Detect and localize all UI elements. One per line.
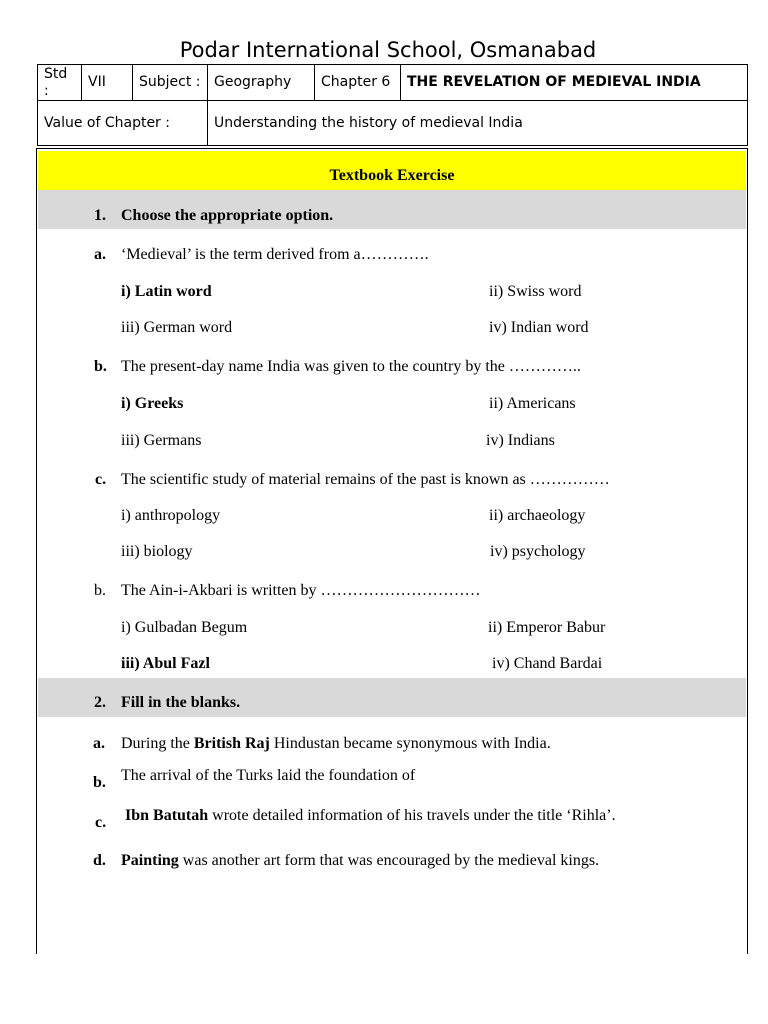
value-of-chapter-label: Value of Chapter : (38, 101, 208, 146)
question-b-text: The present-day name India was given to the country by the ………….. (121, 358, 581, 375)
section1-number: 1. (94, 207, 106, 224)
question-a-option-3: iii) German word (121, 319, 233, 336)
question-d-option-4: iv) Chand Bardai (492, 655, 603, 672)
blank-d-answer: Painting (121, 852, 179, 869)
question-a-text: ‘Medieval’ is the term derived from a…………. (121, 246, 429, 263)
value-of-chapter-text: Understanding the history of medieval India (208, 101, 748, 146)
std-label: Std : (38, 65, 82, 101)
blank-b-letter: b. (93, 774, 106, 791)
question-b-option-2: ii) Americans (489, 395, 576, 412)
chapter-label: Chapter 6 (315, 65, 401, 101)
blank-b-sentence (121, 766, 415, 786)
question-a-option-4: iv) Indian word (489, 319, 589, 336)
blank-a-answer: British Raj (193, 735, 270, 752)
question-b-letter: b. (94, 358, 107, 375)
blank-d-post: was another art form that was encouraged by the medieval kings. (178, 852, 600, 869)
question-c-option-1: i) anthropology (121, 507, 221, 524)
blank-a-sentence (121, 734, 551, 754)
blank-c-letter: c. (95, 814, 107, 831)
blank-d-letter: d. (93, 852, 106, 869)
question-d-text: The Ain-i-Akbari is written by ………………………… (121, 582, 481, 599)
question-b-option-4: iv) Indians (486, 432, 555, 449)
section1-title: Choose the appropriate option. (121, 207, 334, 224)
blank-a-letter: a. (93, 735, 105, 752)
chapter-header-table (37, 64, 748, 146)
exercise-title: Textbook Exercise (329, 167, 455, 184)
blank-c-sentence (125, 806, 616, 826)
question-c-letter: c. (95, 471, 107, 488)
blank-a-pre: During the (121, 735, 194, 752)
subject-value: Geography (208, 65, 315, 101)
question-a-option-2: ii) Swiss word (489, 283, 582, 300)
blank-c-post: wrote detailed information of his travels under the title ‘Rihla’. (208, 807, 616, 824)
question-c-option-4: iv) psychology (490, 543, 586, 560)
question-b-option-3: iii) Germans (121, 432, 202, 449)
blank-d-sentence (121, 851, 599, 871)
std-value: VII (82, 65, 133, 101)
subject-label: Subject : (133, 65, 208, 101)
blank-a-post: Hindustan became synonymous with India. (269, 735, 551, 752)
question-a-letter: a. (94, 246, 106, 263)
section2-number: 2. (94, 694, 106, 711)
blank-b-pre: The arrival of the Turks laid the foundation of (121, 767, 416, 784)
question-a-option-1: i) Latin word (121, 283, 212, 300)
question-d-option-2: ii) Emperor Babur (488, 619, 606, 636)
blank-c-answer: Ibn Batutah (125, 807, 209, 824)
question-b-option-1: i) Greeks (121, 395, 184, 412)
section2-title: Fill in the blanks. (121, 694, 241, 711)
chapter-title: THE REVELATION OF MEDIEVAL INDIA (401, 65, 748, 101)
question-c-option-3: iii) biology (121, 543, 193, 560)
question-d-option-3: iii) Abul Fazl (121, 655, 210, 672)
question-c-option-2: ii) archaeology (489, 507, 586, 524)
school-name: Podar International School, Osmanabad (179, 38, 597, 62)
question-d-option-1: i) Gulbadan Begum (121, 619, 248, 636)
question-c-text: The scientific study of material remains of the past is known as …………… (121, 471, 610, 488)
question-d-letter: b. (94, 582, 106, 599)
